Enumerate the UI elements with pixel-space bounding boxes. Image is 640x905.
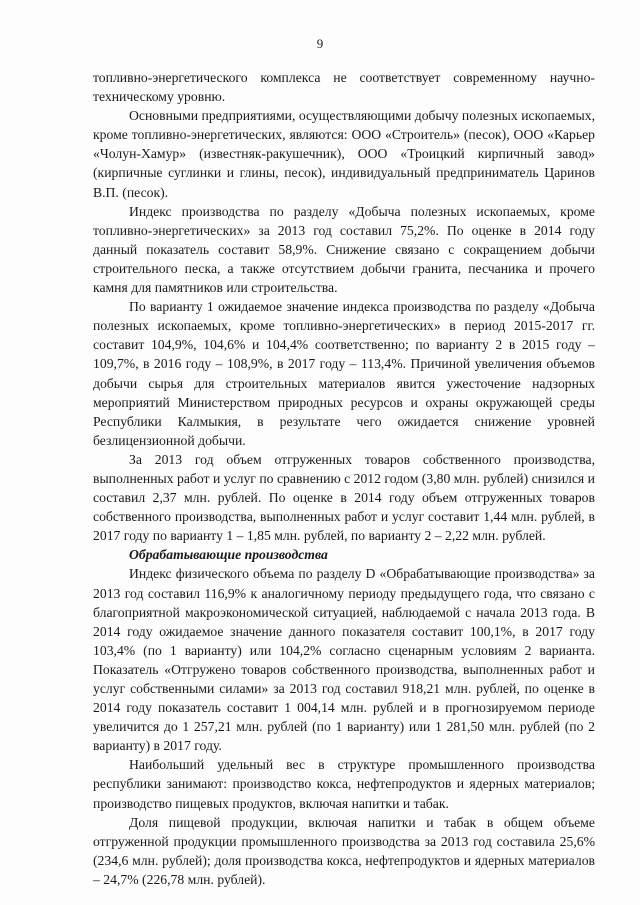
paragraph-continuation: топливно-энергетического комплекса не соответствует современному научно-техническому уровню. [93, 70, 595, 105]
paragraph-food-share: Доля пищевой продукции, включая напитки и табак в общем объеме отгруженной продукции промышленного производства за 2013 год составила 25,6% (234,6 млн. рублей); доля производства кокса, нефтепродуктов и ядерных материалов – 24,7% (226,78 млн. рублей). [93, 814, 595, 887]
paragraph-shipped-goods: За 2013 год объем отгруженных товаров собственного производства, выполненных работ и услуг по сравнению с 2012 годом (3,80 млн. рублей) снизился и составил 2,37 млн. рублей. По оценке в 2014 году объем отгруженных товаров собственного производства, выполненных работ и услуг составит 1,44 млн. рублей, в 2017 году по варианту 1 – 1,85 млн. рублей, по варианту 2 – 2,22 млн. рублей. [93, 451, 595, 544]
paragraph-enterprises: Основными предприятиями, осуществляющими добычу полезных ископаемых, кроме топливно-энергетических, являются: ООО «Строитель» (песок), ООО «Карьер «Чолун-Хамур» (известняк-ракушечник), ООО «Троицкий кирпичный завод» (кирпичные суглинки и глины, песок), индивидуальный предприниматель Царинов В.П. (песок). [93, 108, 595, 200]
paragraph-mining-index: Индекс производства по разделу «Добыча полезных ископаемых, кроме топливно-энергетических» за 2013 год составил 75,2%. По оценке в 2014 году данный показатель составит 58,9%. Снижение связано с сокращением добычи строительного песка, а также отсутствием добычи гранита, песчаника и прочего камня для памятников или строительства. [93, 203, 595, 296]
paragraph-variants: По варианту 1 ожидаемое значение индекса производства по разделу «Добыча полезных ископаемых, кроме топливно-энергетических» в период 2015-2017 гг. составит 104,9%, 104,6% и 104,4% соответственно; по варианту 2 в 2015 году – 109,7%, в 2016 году – 108,9%, в 2017 году – 113,4%. Причиной увеличения объемов добычи сырья для строительных материалов явится ужесточение надзорных мероприятий Министерством природных ресурсов и охраны окружающей среды Республики Калмыкия, в результате чего ожидается снижение уровней безлицензионной добычи. [93, 299, 595, 448]
paragraph-industry-structure: Наибольший удельный вес в структуре промышленного производства республики занимают: производство кокса, нефтепродуктов и ядерных материалов; производство пищевых продуктов, включая напитки и табак. [93, 757, 595, 811]
paragraph-manufacturing-index: Индекс физического объема по разделу D «Обрабатывающие производства» за 2013 год составил 116,9% к аналогичному периоду предыдущего года, что связано с благоприятной макроэкономической ситуацией, наблюдаемой с начала 2013 года. В 2014 году ожидаемое значение данного показателя составит 100,1%, в 2017 году 103,4% (по 1 варианту) или 104,2% согласно сценарным условиям 2 варианта. Показатель «Отгружено товаров собственного производства, выполненных работ и услуг собственными силами» за 2013 год составил 918,21 млн. рублей, по оценке в 2014 году показатель составит 1 004,14 млн. рублей и в прогнозируемом периоде увеличится до 1 257,21 млн. рублей (по 1 варианту) или 1 281,50 млн. рублей (по 2 варианту) в 2017 году. [93, 566, 595, 754]
page-number: 9 [316, 36, 324, 51]
document-body [93, 68, 595, 889]
section-heading-manufacturing: Обрабатывающие производства [129, 547, 328, 563]
